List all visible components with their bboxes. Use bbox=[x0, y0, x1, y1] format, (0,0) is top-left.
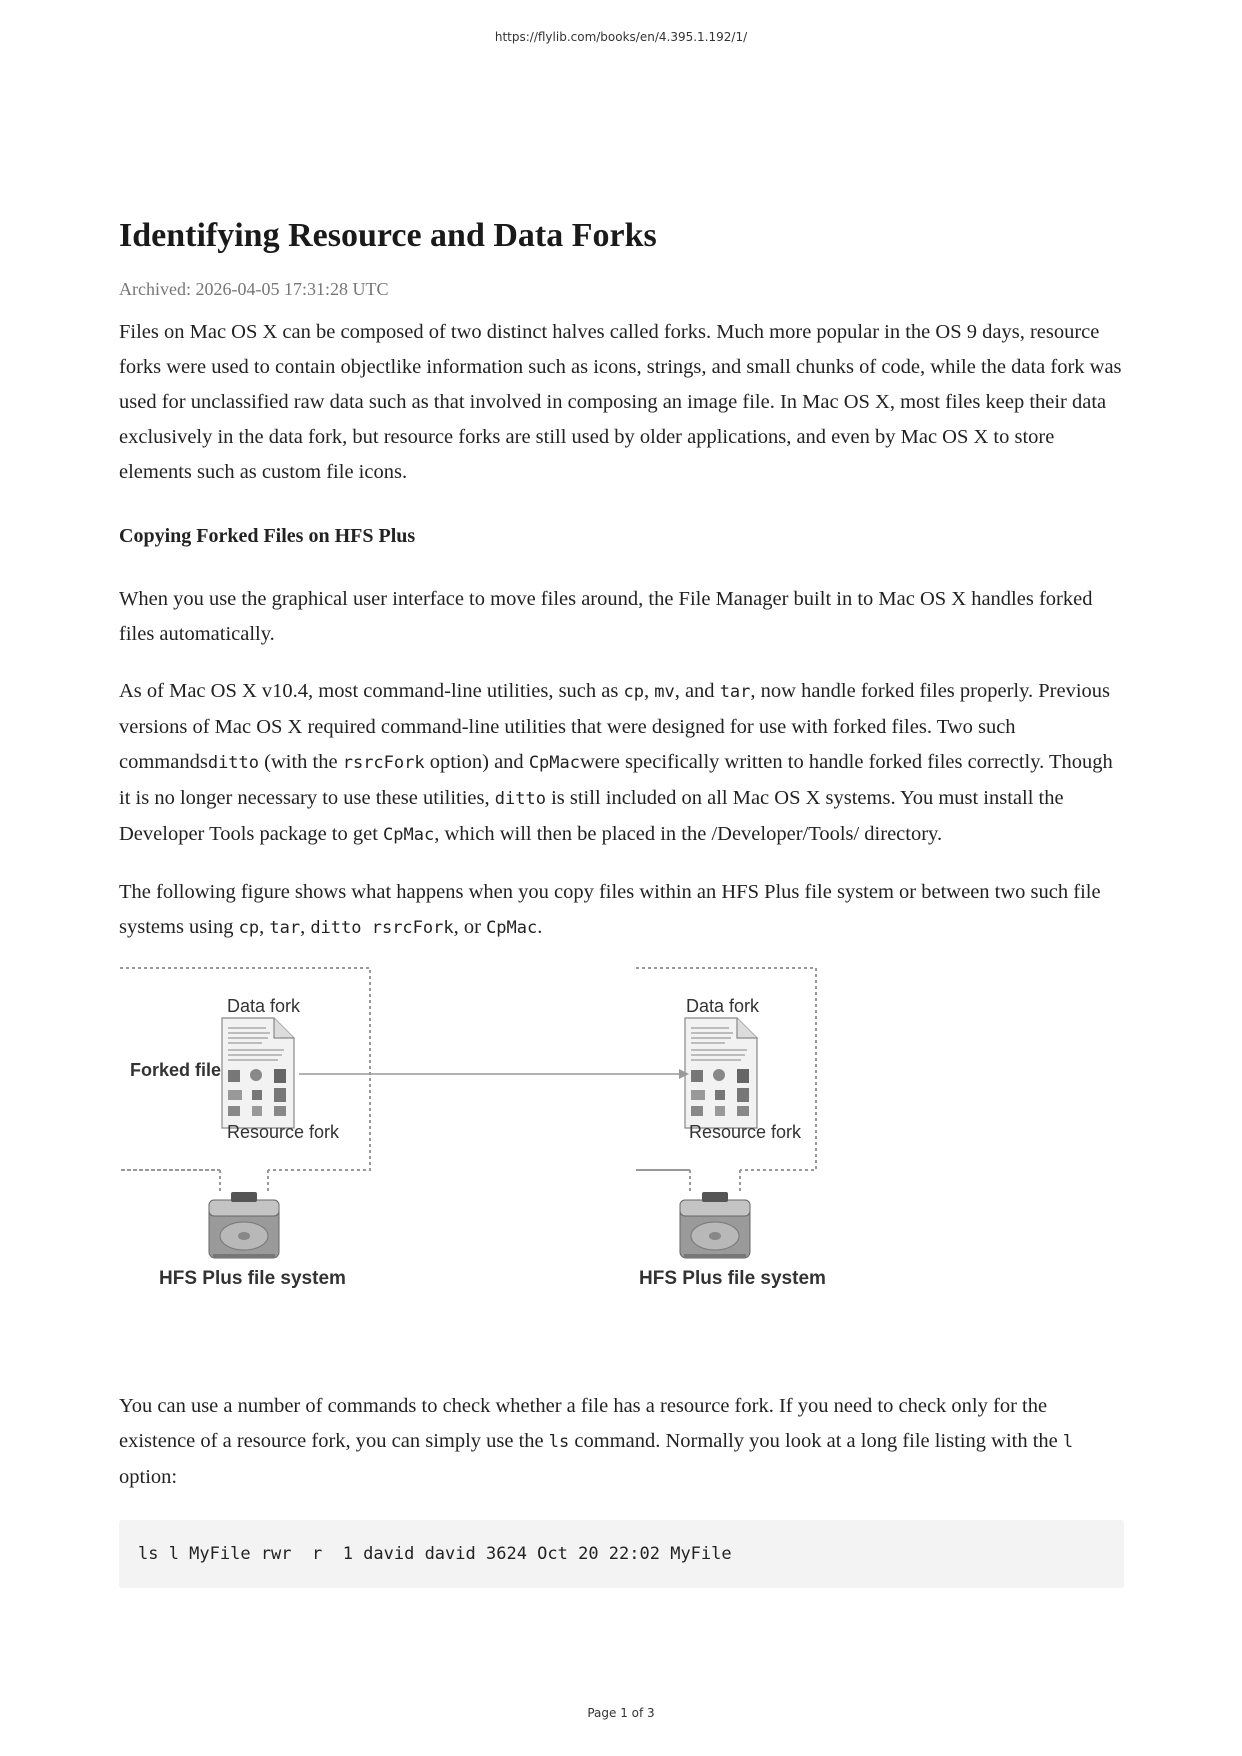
copy-arrow bbox=[299, 1069, 689, 1079]
page-number: Page 1 of 3 bbox=[587, 1706, 655, 1720]
article bbox=[119, 206, 1124, 1588]
forked-file-copy-figure bbox=[119, 966, 919, 1366]
figure-intro-paragraph: The following figure shows what happens when you copy files within an HFS Plus file system or between two such file systems using cp, tar, ditto rsrcFork, or CpMac. bbox=[119, 881, 1101, 938]
code-ditto-rsrcfork: ditto rsrcFork bbox=[310, 918, 454, 938]
source-data-fork-label: Data fork bbox=[227, 996, 301, 1016]
code-cp: cp bbox=[238, 918, 260, 938]
destination-resource-fork-label: Resource fork bbox=[689, 1122, 802, 1142]
gui-paragraph: When you use the graphical user interface to move files around, the File Manager built in to Mac OS X handles forked files automatically. bbox=[119, 588, 1093, 645]
code-rsrcfork: rsrcFork bbox=[342, 753, 425, 773]
archived-timestamp: Archived: 2026-04-05 17:31:28 UTC bbox=[119, 279, 389, 299]
source-fs-label: HFS Plus file system bbox=[159, 1268, 346, 1289]
code-l-option: l bbox=[1062, 1432, 1074, 1452]
source-document-icon bbox=[222, 1018, 294, 1128]
code-cpmac: CpMac bbox=[383, 825, 435, 845]
code-ditto: ditto bbox=[494, 789, 546, 809]
figure-diagram bbox=[119, 966, 919, 1366]
section-heading: Copying Forked Files on HFS Plus bbox=[119, 525, 416, 547]
destination-document-icon bbox=[685, 1018, 757, 1128]
code-cpmac: CpMac bbox=[528, 753, 580, 773]
resource-fork-check-paragraph: You can use a number of commands to check whether a file has a resource fork. If you need to check only for the existence of a resource fork, you can simply use the ls command. Normally you look at a long file listing with the l option: bbox=[119, 1395, 1074, 1488]
code-cpmac: CpMac bbox=[486, 918, 538, 938]
source-disk-icon bbox=[209, 1192, 279, 1258]
code-cp: cp bbox=[623, 682, 644, 702]
destination-disk-icon bbox=[680, 1192, 750, 1258]
intro-paragraph: Files on Mac OS X can be composed of two distinct halves called forks. Much more popular in the OS 9 days, resource forks were used to contain objectlike information such as icons, strings, and small chunks of code, while the data fork was used for unclassified raw data such as that involved in composing an image file. In Mac OS X, most files keep their data exclusively in the data fork, but resource forks are still used by older applications, and even by Mac OS X to store elements such as custom file icons. bbox=[119, 321, 1122, 483]
code-tar: tar bbox=[719, 682, 751, 702]
source-resource-fork-label: Resource fork bbox=[227, 1122, 340, 1142]
page-title: Identifying Resource and Data Forks bbox=[119, 217, 657, 254]
command-line-paragraph: As of Mac OS X v10.4, most command-line utilities, such as cp, mv, and tar, now handle forked files properly. Previous versions of Mac OS X required command-line utilities that were designed for use with forked files. Two such commandsditto (with the rsrcFork option) and CpMacwere specifically written to handle forked files correctly. Though it is no longer necessary to use these utilities, ditto is still included on all Mac OS X systems. You must install the Developer Tools package to get CpMac, which will then be placed in the /Developer/Tools/ directory. bbox=[119, 680, 1113, 845]
destination-data-fork-label: Data fork bbox=[686, 996, 760, 1016]
code-tar: tar bbox=[269, 918, 301, 938]
code-ditto: ditto bbox=[207, 753, 260, 773]
code-mv: mv bbox=[654, 682, 675, 702]
forked-file-label: Forked file bbox=[130, 1060, 222, 1080]
code-block: ls l MyFile rwr r 1 david david 3624 Oct 20 22:02 MyFile bbox=[119, 1520, 1124, 1588]
code-ls: ls bbox=[548, 1432, 570, 1452]
destination-fs-label: HFS Plus file system bbox=[639, 1268, 826, 1289]
page-url: https://flylib.com/books/en/4.395.1.192/1/ bbox=[494, 30, 748, 44]
